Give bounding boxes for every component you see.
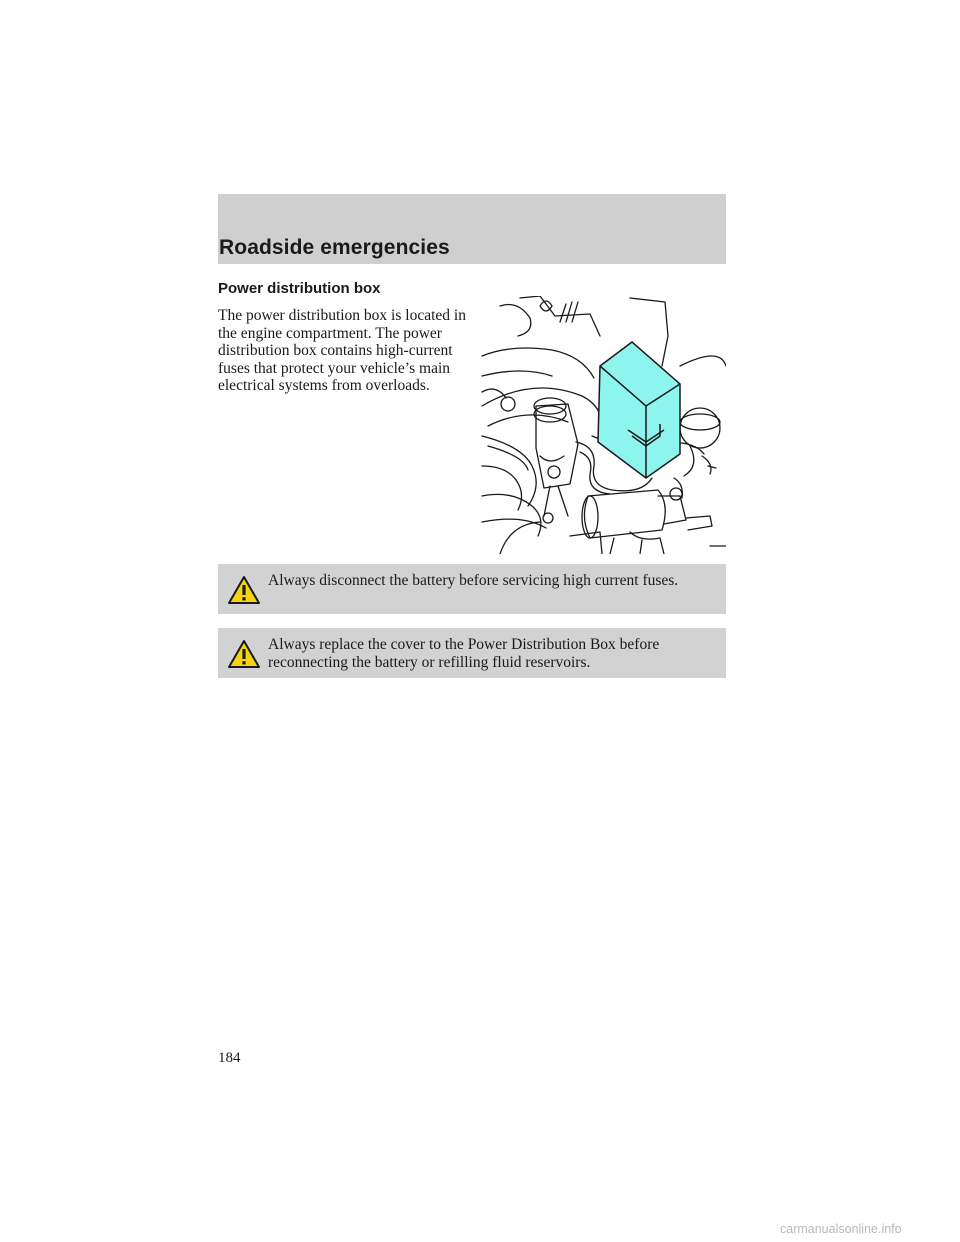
watermark: carmanualsonline.info	[780, 1222, 902, 1236]
engine-compartment-illustration	[480, 296, 726, 554]
warning-box	[218, 628, 726, 678]
page-number: 184	[218, 1050, 241, 1066]
section-body: The power distribution box is located in the engine compartment. The power distribution box contains high-current fuses that protect your vehicle’s main electrical systems from overloads.	[218, 307, 466, 395]
warning-text: Always replace the cover to the Power Distribution Box before reconnecting the battery or refilling fluid reservoirs.	[268, 636, 660, 671]
warning-triangle-icon	[226, 638, 262, 670]
warning-text: Always disconnect the battery before servicing high current fuses.	[268, 572, 679, 589]
warning-triangle-icon	[226, 574, 262, 606]
section-title: Power distribution box	[218, 280, 381, 297]
warning-box	[218, 564, 726, 614]
page-header-title: Roadside emergencies	[219, 236, 450, 259]
